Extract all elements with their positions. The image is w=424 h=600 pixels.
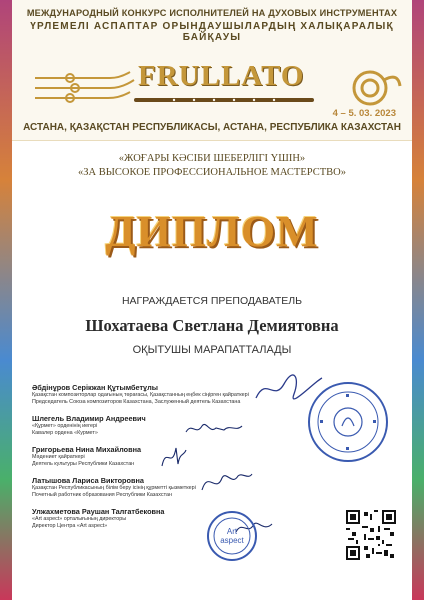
jury-member <box>32 507 332 530</box>
jury-name: Әбдінұров Серікжан Құтымбетұлы <box>32 383 158 392</box>
svg-text:Art: Art <box>226 527 238 536</box>
jury-desc: Қазақстан композиторлар одағының төрағасы, Қазақстанның еңбек сіңірген қайраткері <box>32 392 249 398</box>
art-aspect-stamp <box>206 510 258 567</box>
jury-desc: Председатель Союза композиторов Казахстана, Заслуженный деятель Казахстана <box>32 399 241 405</box>
frullato-logo: FRULLATO <box>138 60 305 92</box>
subtitle-kz: «ЖОҒАРЫ КӘСІБИ ШЕБЕРЛІГІ ҮШІН» <box>118 153 306 164</box>
jury-name: Латышова Лариса Викторовна <box>32 476 144 485</box>
signature-3-icon <box>158 442 188 472</box>
header-line-kz: ҮРЛЕМЕЛІ АСПАПТАР ОРЫНДАУШЫЛАРДЫҢ ХАЛЫҚАРАЛЫҚ БАЙҚАУЫ <box>30 21 394 43</box>
jury-desc: Мәдениет қайраткері <box>32 454 85 460</box>
header-line-ru: МЕЖДУНАРОДНЫЙ КОНКУРС ИСПОЛНИТЕЛЕЙ НА ДУХОВЫХ ИНСТРУМЕНТАХ <box>26 8 398 18</box>
subtitle-ru: «ЗА ВЫСОКОЕ ПРОФЕССИОНАЛЬНОЕ МАСТЕРСТВО» <box>78 167 346 178</box>
jury-desc: «Құрмет» орденінің иегері <box>32 423 98 429</box>
diploma-title: ДИПЛОМ <box>105 207 319 256</box>
event-city: АСТАНА, ҚАЗАҚСТАН РЕСПУБЛИКАСЫ, АСТАНА, РЕСПУБЛИКА КАЗАХСТАН <box>23 122 401 133</box>
jury-desc: «Art aspect» орталығының директоры <box>32 516 127 522</box>
header-banner <box>12 0 412 141</box>
jury-desc: Қазақстан Республикасының білім беру ісінің құрметті қызметкері <box>32 485 196 491</box>
trumpets-icon <box>30 68 140 104</box>
jury-name: Улжахметова Раушан Талгатбековна <box>32 507 165 516</box>
jury-name: Григорьева Нина Михайловна <box>32 445 142 454</box>
award-text-ru: НАГРАЖДАЕТСЯ ПРЕПОДАВАТЕЛЬ <box>121 295 303 307</box>
signature-4-icon <box>198 468 254 498</box>
jury-desc: Почетный работник образования Республики Казахстан <box>32 492 172 498</box>
official-seal-icon <box>306 380 390 464</box>
diploma-sheet <box>12 0 412 600</box>
recipient-name: Шохатаева Светлана Демиятовна <box>85 316 339 335</box>
jury-desc: Директор Центра «Art aspect» <box>32 523 108 529</box>
flute-icon <box>134 96 314 104</box>
signature-2-icon <box>184 418 244 440</box>
jury-member <box>32 414 332 437</box>
qr-code-icon[interactable] <box>346 510 396 560</box>
svg-text:aspect: aspect <box>220 536 244 545</box>
jury-member <box>32 476 332 499</box>
award-text-kz: ОҚЫТУШЫ МАРАПАТТАЛАДЫ <box>132 344 292 356</box>
event-date: 4 – 5. 03. 2023 <box>332 108 396 119</box>
french-horn-icon <box>342 66 402 110</box>
jury-desc: Деятель культуры Республики Казахстан <box>32 461 135 467</box>
jury-desc: Кавалер ордена «Курмет» <box>32 430 98 436</box>
jury-name: Шлегель Владимир Андреевич <box>32 414 146 423</box>
